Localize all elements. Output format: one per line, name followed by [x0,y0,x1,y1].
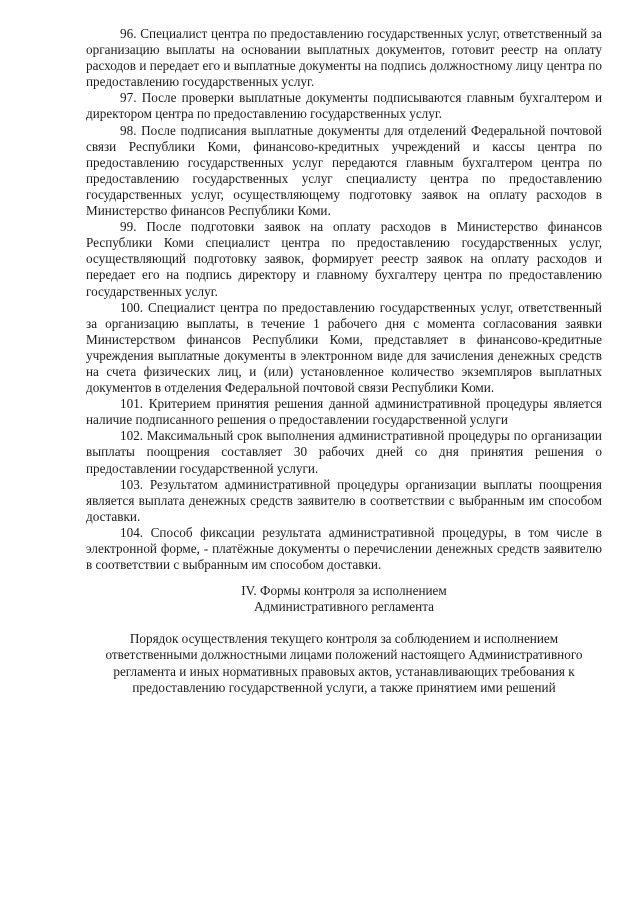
document-page [86,26,602,696]
section-heading-line1: IV. Формы контроля за исполнением [241,583,447,599]
paragraph-101: 101. Критерием принятия решения данной административной процедуры является наличие подписанного решения о предоставлении государственной услуги [86,396,602,428]
paragraph-98: 98. После подписания выплатные документы для отделений Федеральной почтовой связи Республики Коми, финансово-кредитных учреждений и кассы центра по предоставлению государственных услуг передаются главным бухгалтером центра по предоставлению государственных услуг специалисту центра по предоставлению государственных услуг, осуществляющему подготовку заявок на оплату расходов в Министерство финансов Республики Коми. [86,122,602,219]
section-heading [86,583,602,615]
paragraph-103: 103. Результатом административной процедуры организации выплаты поощрения является выплата денежных средств заявителю в соответствии с выбранным им способом доставки. [86,476,602,524]
paragraph-102: 102. Максимальный срок выполнения административной процедуры по организации выплаты поощрения составляет 30 рабочих дней со дня принятия решения о предоставлении государственной услуги. [86,428,602,476]
paragraph-96: 96. Специалист центра по предоставлению государственных услуг, ответственный за организацию выплаты на основании выплатных документов, готовит реестр на оплату расходов и передает его и выплатные документы на подпись должностному лицу центра по предоставлению государственных услуг. [86,26,602,90]
paragraph-99: 99. После подготовки заявок на оплату расходов в Министерство финансов Республики Коми специалист центра по предоставлению государственных услуг, осуществляющий подготовку заявок, формирует реестр заявок на оплату расходов и передает его на подпись директору и главному бухгалтеру центра по предоставлению государственных услуг. [86,219,602,299]
paragraph-104: 104. Способ фиксации результата административной процедуры, в том числе в электронной форме, - платёжные документы о перечислении денежных средств заявителю в соответствии с выбранным им способом доставки. [86,524,602,573]
paragraph-100: 100. Специалист центра по предоставлению государственных услуг, ответственный за организацию выплаты, в течение 1 рабочего дня с момента согласования заявки Министерством финансов Республики Коми, представляет в финансово-кредитные учреждения выплатные документы в электронном виде для зачисления денежных средств на счета физических лиц, и (или) установленное количество экземпляров выплатных документов в отделения Федеральной почтовой связи Республики Коми. [86,299,602,396]
section-heading-line2: Административного регламента [254,599,434,615]
paragraph-97: 97. После проверки выплатные документы подписываются главным бухгалтером и директором центра по предоставлению государственных услуг. [86,90,602,122]
section-subheading: Порядок осуществления текущего контроля за соблюдением и исполнением ответственными должностными лицами положений настоящего Административного регламента и иных нормативных правовых актов, устанавливающих требования к предоставлению государственной услуги, а также принятием ими решений [105,631,583,695]
